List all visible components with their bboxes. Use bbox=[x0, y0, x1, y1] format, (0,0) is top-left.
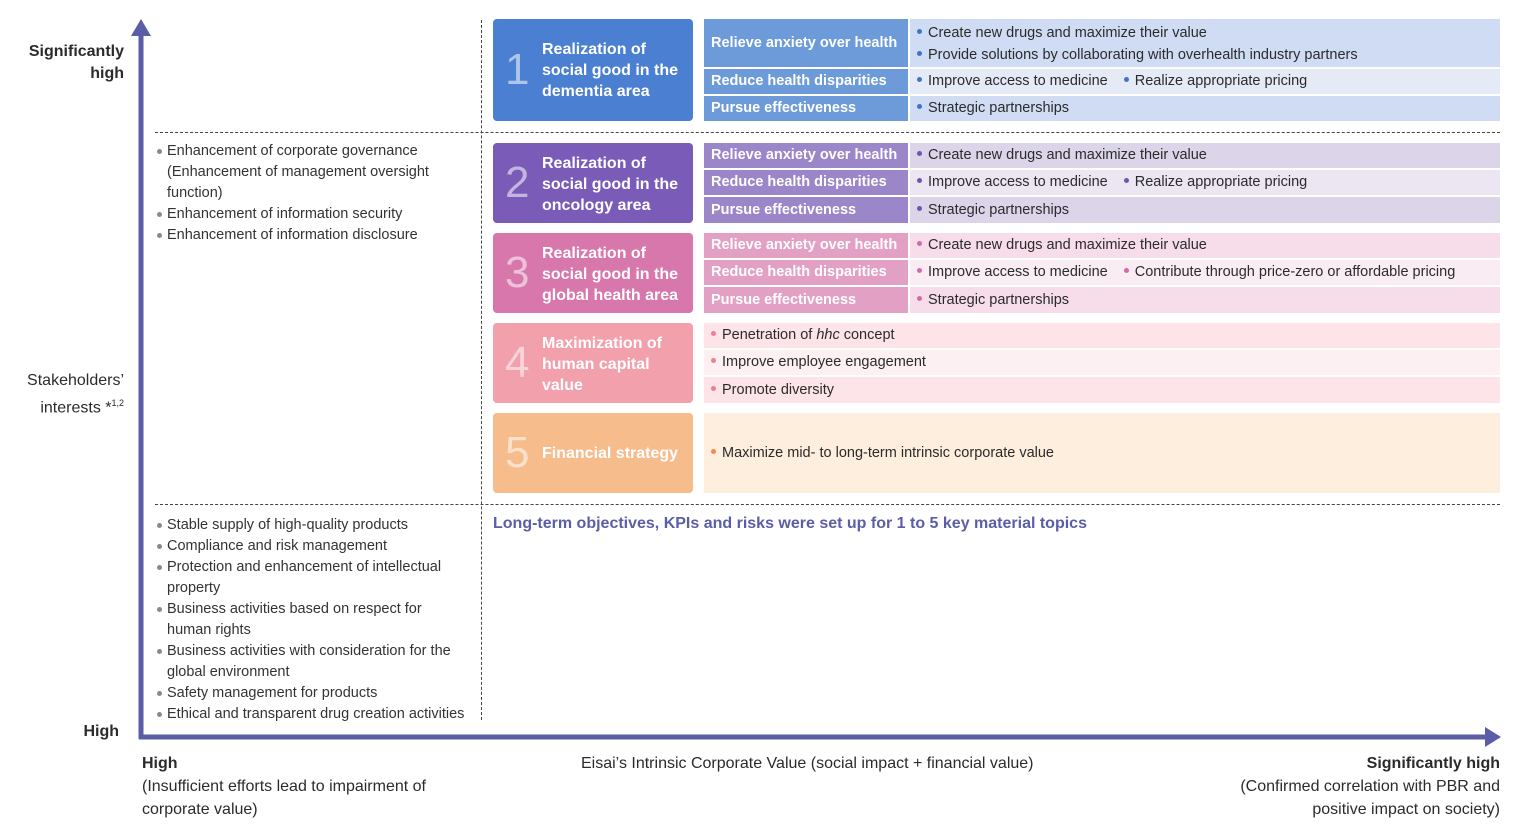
divider-vertical bbox=[481, 20, 482, 720]
y-top-line2: high bbox=[90, 65, 124, 82]
topic-title: Maximization of human capital value bbox=[542, 335, 663, 394]
topic-2-row-1-label: Relieve anxiety over health bbox=[704, 143, 908, 168]
topic-4-row-1: Penetration of hhc concept bbox=[704, 323, 1500, 348]
topic-number: 5 bbox=[505, 428, 530, 477]
divider-lower bbox=[155, 504, 1500, 505]
topic-5-box bbox=[493, 413, 693, 493]
topic-2-row-2-values: Improve access to medicine Realize appropriate pricing bbox=[910, 170, 1500, 195]
topic-3-row-2-values: Improve access to medicine Contribute through price-zero or affordable pricing bbox=[910, 260, 1500, 285]
topic-title: Realization of social good in the oncology area bbox=[542, 155, 679, 214]
topic-4-box bbox=[493, 323, 693, 403]
topic-4-row-2: Improve employee engagement bbox=[704, 350, 1500, 375]
topic-2-row-1-values: Create new drugs and maximize their value bbox=[910, 143, 1500, 168]
topic-1-row-1-label: Relieve anxiety over health bbox=[704, 19, 908, 67]
x-axis-right-label bbox=[1240, 752, 1500, 821]
x-axis-title: Eisai’s Intrinsic Corporate Value (social impact + financial value) bbox=[581, 755, 1034, 772]
x-right-line1: (Confirmed correlation with PBR and bbox=[1240, 778, 1500, 795]
topic-2-row-3-values: Strategic partnerships bbox=[910, 197, 1500, 223]
x-left-title: High bbox=[142, 755, 178, 772]
y-axis-bottom-label: High bbox=[83, 723, 119, 740]
x-right-title: Significantly high bbox=[1366, 755, 1500, 772]
list-item: Ethical and transparent drug creation activities bbox=[157, 704, 477, 725]
topic-number: 4 bbox=[505, 338, 530, 387]
list-item: Stable supply of high-quality products bbox=[157, 515, 477, 536]
y-title-line1: Stakeholders’ bbox=[27, 372, 124, 389]
topic-2-box bbox=[493, 143, 693, 223]
topic-title: Financial strategy bbox=[542, 445, 679, 462]
topic-5-row: Maximize mid- to long-term intrinsic corporate value bbox=[704, 413, 1500, 493]
x-axis-left-label bbox=[142, 752, 426, 821]
list-item: Protection and enhancement of intellectual property bbox=[157, 557, 477, 599]
list-item: Safety management for products bbox=[157, 683, 477, 704]
y-axis-arrowhead bbox=[131, 19, 151, 36]
topic-number: 2 bbox=[505, 158, 530, 207]
y-axis-title bbox=[27, 370, 124, 419]
upper-left-list bbox=[157, 141, 477, 246]
y-top-line1: Significantly bbox=[28, 43, 124, 60]
kpi-note: Long-term objectives, KPIs and risks were set up for 1 to 5 key material topics bbox=[493, 515, 1087, 532]
topic-title: Realization of social good in the dementia area bbox=[542, 41, 679, 100]
y-title-line2: interests * bbox=[40, 399, 112, 417]
y-title-footnote: 1,2 bbox=[111, 398, 124, 408]
lower-left-list bbox=[157, 515, 477, 725]
topic-2-row-3-label: Pursue effectiveness bbox=[704, 197, 908, 223]
x-right-line2: positive impact on society) bbox=[1312, 801, 1500, 818]
topic-4-row-3: Promote diversity bbox=[704, 377, 1500, 403]
list-item: Business activities with consideration for the global environment bbox=[157, 641, 477, 683]
list-item: Compliance and risk management bbox=[157, 536, 477, 557]
x-left-line2: corporate value) bbox=[142, 801, 258, 818]
topic-1-box bbox=[493, 19, 693, 121]
topic-3-row-2-label: Reduce health disparities bbox=[704, 260, 908, 285]
list-item: Enhancement of corporate governance (Enhancement of management oversight function) bbox=[157, 141, 477, 204]
topic-number: 3 bbox=[505, 248, 530, 297]
y-axis-top-label bbox=[29, 41, 124, 85]
topic-3-row-1-values: Create new drugs and maximize their value bbox=[910, 233, 1500, 258]
topic-3-row-3-label: Pursue effectiveness bbox=[704, 287, 908, 313]
x-axis-arrowhead bbox=[1485, 727, 1501, 747]
topic-3-row-1-label: Relieve anxiety over health bbox=[704, 233, 908, 258]
list-item: Enhancement of information disclosure bbox=[157, 225, 477, 246]
list-item: Business activities based on respect for human rights bbox=[157, 599, 477, 641]
topic-3-row-3-values: Strategic partnerships bbox=[910, 287, 1500, 313]
topic-1-row-2-values: Improve access to medicine Realize appropriate pricing bbox=[910, 69, 1500, 94]
topic-1-row-2-label: Reduce health disparities bbox=[704, 69, 908, 94]
topic-1-row-3-values: Strategic partnerships bbox=[910, 96, 1500, 121]
topic-1-row-3-label: Pursue effectiveness bbox=[704, 96, 908, 121]
list-item: Enhancement of information security bbox=[157, 204, 477, 225]
topic-3-box bbox=[493, 233, 693, 313]
topic-1-row-1-values: Create new drugs and maximize their value Provide solutions by collaborating with overhealth industry partners bbox=[910, 19, 1500, 67]
topic-title: Realization of social good in the global health area bbox=[542, 245, 679, 304]
x-left-line1: (Insufficient efforts lead to impairment of bbox=[142, 778, 426, 795]
divider-upper bbox=[155, 132, 1500, 133]
topic-number: 1 bbox=[505, 45, 530, 94]
topic-2-row-2-label: Reduce health disparities bbox=[704, 170, 908, 195]
